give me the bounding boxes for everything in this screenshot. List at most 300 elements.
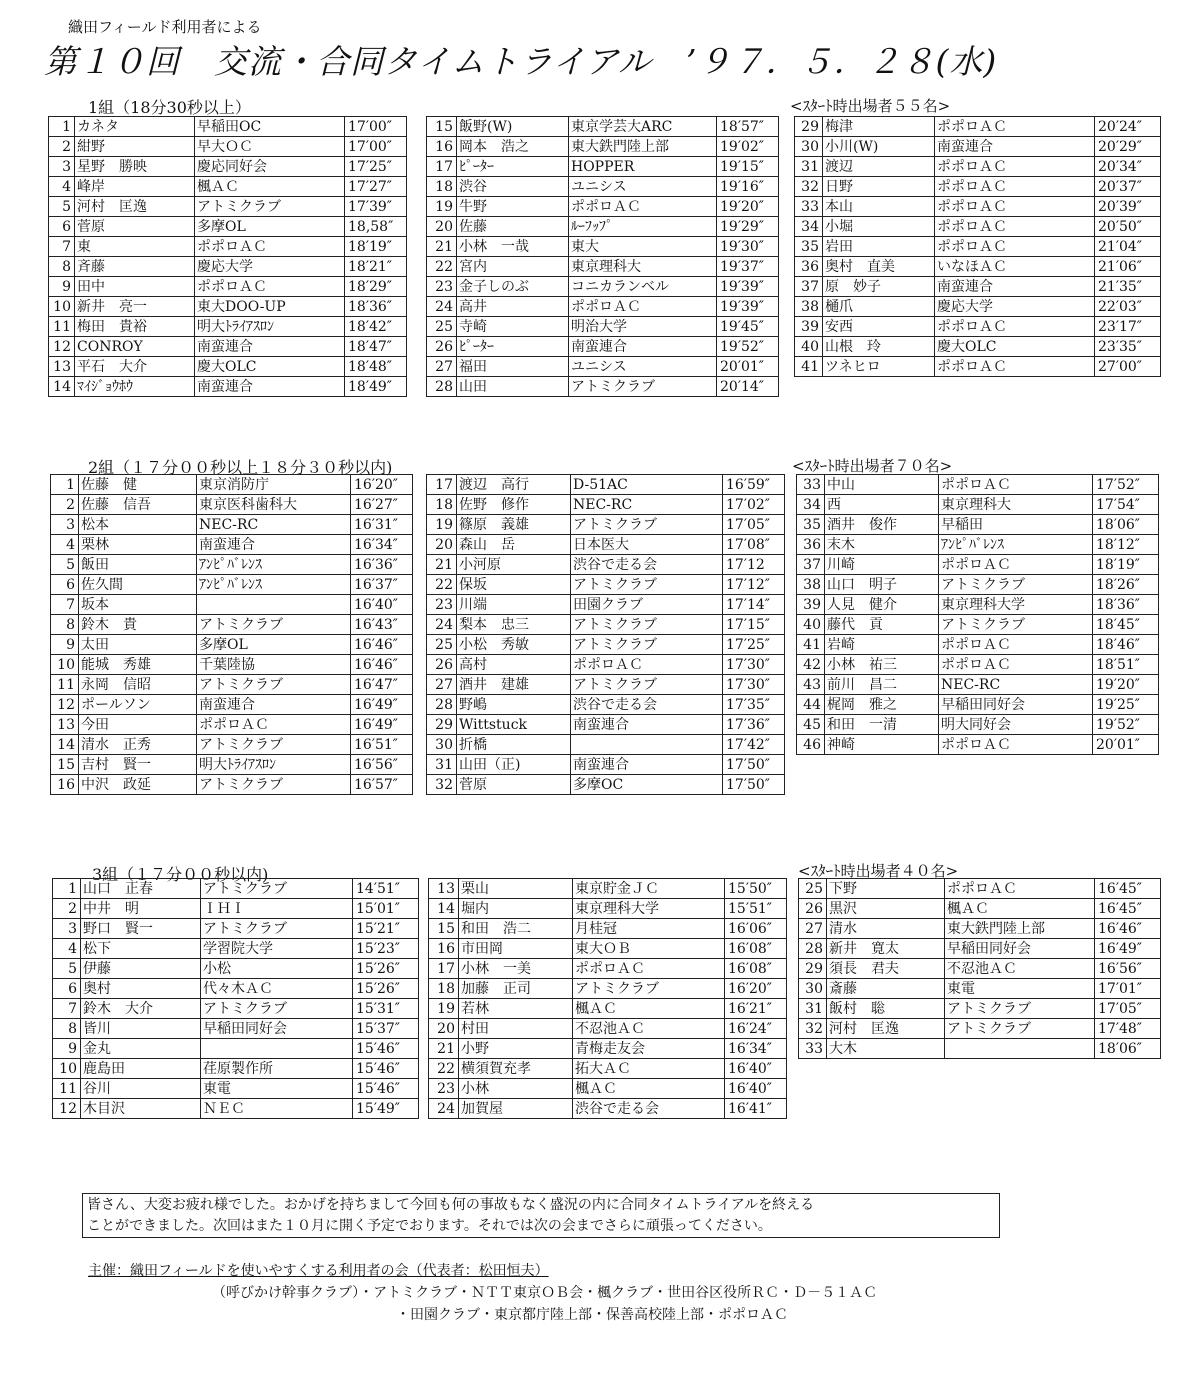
time-cell: 16′49″ [351,715,413,735]
club-cell: ポポロＡＣ [939,555,1093,575]
name-cell: 新井 寛太 [827,939,945,959]
rank-cell: 26 [799,899,827,919]
name-cell: 飯村 聡 [827,999,945,1019]
table-row [427,695,785,715]
club-cell: ポポロＡＣ [939,635,1093,655]
name-cell: 本山 [823,197,935,217]
rank-cell: 42 [797,655,825,675]
rank-cell: 25 [799,879,827,899]
club-cell: アトミクラブ [569,377,717,397]
name-cell: 山口 明子 [825,575,939,595]
club-cell: 明大ﾄﾗｲｱｽﾛﾝ [195,317,345,337]
time-cell: 21′06″ [1095,257,1161,277]
time-cell: 16′45″ [1095,879,1161,899]
time-cell: 19′20″ [717,197,779,217]
table-row [51,775,413,795]
name-cell: ﾋﾟｰﾀｰ [457,337,569,357]
name-cell: 梶岡 雅之 [825,695,939,715]
club-cell: 東京消防庁 [197,475,351,495]
time-cell: 17′05″ [723,515,785,535]
club-cell: 慶大OLC [935,337,1095,357]
time-cell: 15′01″ [353,899,419,919]
time-cell: 19′30″ [717,237,779,257]
time-cell: 20′39″ [1095,197,1161,217]
club-cell: 早稲田OC [195,117,345,137]
rank-cell: 18 [427,177,457,197]
rank-cell: 7 [53,999,81,1019]
club-cell: D-51AC [571,475,723,495]
club-cell: ｱﾝﾋﾟﾊﾞﾚﾝｽ [197,575,351,595]
time-cell: 16′56″ [1095,959,1161,979]
table-row [49,237,407,257]
name-cell: 栗山 [459,879,573,899]
time-cell: 15′46″ [353,1039,419,1059]
table-row [49,157,407,177]
rank-cell: 18 [429,979,459,999]
club-cell: 慶応同好会 [195,157,345,177]
club-cell: 東大DOO-UP [195,297,345,317]
club-cell: ポポロＡＣ [945,879,1095,899]
name-cell: 和田 浩二 [459,919,573,939]
table-row [427,177,779,197]
table-row [49,137,407,157]
table-row [53,1059,419,1079]
club-cell: 東京理科大学 [939,595,1093,615]
group2-table-3 [796,474,1159,755]
name-cell: 堀内 [459,899,573,919]
time-cell: 17′35″ [723,695,785,715]
rank-cell: 22 [427,575,457,595]
group1-label: 1組（18分30秒以上） [88,98,251,117]
time-cell: 17′54″ [1093,495,1159,515]
name-cell: 原 妙子 [823,277,935,297]
club-cell: 不忍池ＡＣ [573,1019,725,1039]
table-row [427,535,785,555]
club-cell: アトミクラブ [939,575,1093,595]
time-cell: 17′25″ [345,157,407,177]
rank-cell: 32 [799,1019,827,1039]
club-cell: アトミクラブ [573,979,725,999]
club-cell: 東電 [201,1079,353,1099]
time-cell: 17′30″ [723,675,785,695]
club-cell: 東京理科大 [569,257,717,277]
rank-cell: 13 [429,879,459,899]
table-row [53,1099,419,1119]
time-cell: 15′26″ [353,959,419,979]
rank-cell: 21 [427,555,457,575]
table-row [795,297,1161,317]
time-cell: 19′39″ [717,297,779,317]
club-cell: ユニシス [569,177,717,197]
table-row [51,615,413,635]
table-row [49,277,407,297]
time-cell: 18′46″ [1093,635,1159,655]
time-cell: 21′35″ [1095,277,1161,297]
time-cell: 19′39″ [717,277,779,297]
time-cell: 16′45″ [1095,899,1161,919]
table-row [53,959,419,979]
club-cell: 多摩OL [195,217,345,237]
club-cell: 月桂冠 [573,919,725,939]
rank-cell: 29 [795,117,823,137]
time-cell: 19′25″ [1093,695,1159,715]
rank-cell: 31 [795,157,823,177]
rank-cell: 19 [429,999,459,1019]
rank-cell: 20 [429,1019,459,1039]
table-row [427,117,779,137]
name-cell: 篠原 義雄 [457,515,571,535]
table-row [799,979,1161,999]
table-row [53,1019,419,1039]
rank-cell: 21 [427,237,457,257]
name-cell: 牛野 [457,197,569,217]
club-cell: 楓ＡＣ [573,1079,725,1099]
table-row [51,635,413,655]
name-cell: 渡辺 [823,157,935,177]
time-cell: 16′56″ [351,755,413,775]
club-cell: 明大ﾄﾗｲｱｽﾛﾝ [197,755,351,775]
rank-cell: 12 [49,337,75,357]
rank-cell: 34 [795,217,823,237]
club-cell: 早稲田同好会 [939,695,1093,715]
table-row [795,217,1161,237]
club-cell: HOPPER [569,157,717,177]
group3-table-2 [428,878,787,1119]
table-row [49,317,407,337]
name-cell: 斎藤 [827,979,945,999]
name-cell: 梨本 忠三 [457,615,571,635]
time-cell: 18′45″ [1093,615,1159,635]
time-cell: 17′00″ [345,137,407,157]
club-cell: アトミクラブ [201,879,353,899]
club-cell: 楓ＡＣ [195,177,345,197]
name-cell: 清水 正秀 [79,735,197,755]
time-cell: 22′03″ [1095,297,1161,317]
name-cell: 小林 一美 [459,959,573,979]
table-row [427,337,779,357]
rank-cell: 22 [427,257,457,277]
club-cell: 東京理科大学 [573,899,725,919]
club-cell: 日本医大 [571,535,723,555]
name-cell: 栗林 [79,535,197,555]
name-cell: 岡本 浩之 [457,137,569,157]
time-cell: 17′15″ [723,615,785,635]
rank-cell: 4 [49,177,75,197]
rank-cell: 45 [797,715,825,735]
club-cell: 学習院大学 [201,939,353,959]
club-cell: アトミクラブ [571,515,723,535]
club-cell: 不忍池ＡＣ [945,959,1095,979]
rank-cell: 10 [49,297,75,317]
time-cell: 19′29″ [717,217,779,237]
rank-cell: 18 [427,495,457,515]
club-cell: NEC-RC [939,675,1093,695]
time-cell: 18′19″ [1093,555,1159,575]
rank-cell: 15 [429,919,459,939]
club-cell: 楓ＡＣ [573,999,725,1019]
time-cell: 18′19″ [345,237,407,257]
rank-cell: 41 [797,635,825,655]
club-cell: NEC-RC [571,495,723,515]
rank-cell: 24 [429,1099,459,1119]
rank-cell: 10 [51,655,79,675]
name-cell: Wittstuck [457,715,571,735]
name-cell: 梅津 [823,117,935,137]
club-cell: 慶大OLC [195,357,345,377]
name-cell: 永岡 信昭 [79,675,197,695]
time-cell: 19′52″ [1093,715,1159,735]
time-cell: 17′08″ [723,535,785,555]
table-row [49,117,407,137]
name-cell: 山口 正春 [81,879,201,899]
club-cell: 明治大学 [569,317,717,337]
name-cell: 酒井 俊作 [825,515,939,535]
rank-cell: 30 [427,735,457,755]
name-cell: 峰岸 [75,177,195,197]
name-cell: 清水 [827,919,945,939]
rank-cell: 39 [797,595,825,615]
name-cell: 佐藤 信吾 [79,495,197,515]
rank-cell: 5 [49,197,75,217]
time-cell: 15′46″ [353,1059,419,1079]
table-row [427,197,779,217]
club-cell: ポポロＡＣ [935,117,1095,137]
club-cell: ポポロＡＣ [935,237,1095,257]
rank-cell: 17 [427,157,457,177]
name-cell: 若林 [459,999,573,1019]
table-row [53,919,419,939]
name-cell: 坂本 [79,595,197,615]
rank-cell: 16 [51,775,79,795]
time-cell: 17′52″ [1093,475,1159,495]
rank-cell: 23 [427,277,457,297]
club-cell: 多摩OC [571,775,723,795]
rank-cell: 28 [427,695,457,715]
rank-cell: 31 [427,755,457,775]
rank-cell: 32 [795,177,823,197]
table-row [797,615,1159,635]
rank-cell: 14 [429,899,459,919]
table-row [427,755,785,775]
club-cell: アトミクラブ [197,775,351,795]
time-cell: 18′21″ [345,257,407,277]
time-cell: 17′14″ [723,595,785,615]
rank-cell: 27 [427,357,457,377]
club-cell: 南蛮連合 [197,695,351,715]
time-cell: 16′49″ [1095,939,1161,959]
table-row [51,515,413,535]
time-cell: 16′37″ [351,575,413,595]
time-cell: 17′27″ [345,177,407,197]
table-row [797,535,1159,555]
table-row [797,675,1159,695]
club-cell: ＮＥＣ [201,1099,353,1119]
club-cell: 東大ＯＢ [573,939,725,959]
table-row [51,695,413,715]
club-cell: ポポロＡＣ [935,317,1095,337]
club-cell: アトミクラブ [197,675,351,695]
table-row [51,535,413,555]
rank-cell: 33 [797,475,825,495]
name-cell: 菅原 [75,217,195,237]
name-cell: 小林 祐三 [825,655,939,675]
club-cell: ポポロＡＣ [935,217,1095,237]
time-cell: 20′01″ [1093,735,1159,755]
rank-cell: 6 [53,979,81,999]
table-row [797,695,1159,715]
group3-caption: <ｽﾀｰﾄ時出場者４０名> [798,862,959,880]
club-cell: 南蛮連合 [571,755,723,775]
rank-cell: 40 [795,337,823,357]
time-cell: 23′35″ [1095,337,1161,357]
time-cell: 19′15″ [717,157,779,177]
table-row [429,879,787,899]
group3-label: 3組（１７分００秒以内) [92,865,269,884]
table-row [49,177,407,197]
time-cell: 16′46″ [351,635,413,655]
rank-cell: 11 [53,1079,81,1099]
club-cell: 早稲田 [939,515,1093,535]
group1-caption: <ｽﾀｰﾄ時出場者５５名> [790,97,951,115]
group2-table-2 [426,474,785,795]
table-row [799,959,1161,979]
time-cell: 16′51″ [351,735,413,755]
table-row [429,899,787,919]
time-cell: 20′50″ [1095,217,1161,237]
club-cell: 東京学芸大ARC [569,117,717,137]
time-cell: 16′20″ [351,475,413,495]
name-cell: 飯田 [79,555,197,575]
time-cell: 15′21″ [353,919,419,939]
rank-cell: 12 [53,1099,81,1119]
table-row [51,735,413,755]
club-cell: アトミクラブ [571,575,723,595]
rank-cell: 16 [429,939,459,959]
rank-cell: 10 [53,1059,81,1079]
time-cell: 16′40″ [351,595,413,615]
table-row [799,899,1161,919]
name-cell: 奥村 [81,979,201,999]
table-row [799,879,1161,899]
time-cell: 17′30″ [723,655,785,675]
rank-cell: 34 [797,495,825,515]
club-cell: 楓ＡＣ [945,899,1095,919]
table-row [795,337,1161,357]
name-cell: 山田 [457,377,569,397]
name-cell: 下野 [827,879,945,899]
name-cell: 皆川 [81,1019,201,1039]
rank-cell: 1 [49,117,75,137]
table-row [49,357,407,377]
name-cell: ﾋﾟｰﾀｰ [457,157,569,177]
name-cell: 小林 一哉 [457,237,569,257]
time-cell: 17′25″ [723,635,785,655]
rank-cell: 28 [427,377,457,397]
name-cell: 加賀屋 [459,1099,573,1119]
name-cell: カネタ [75,117,195,137]
rank-cell: 3 [53,919,81,939]
club-cell: 荏原製作所 [201,1059,353,1079]
name-cell: ツネヒロ [823,357,935,377]
name-cell: 寺崎 [457,317,569,337]
time-cell: 19′37″ [717,257,779,277]
table-row [427,595,785,615]
rank-cell: 40 [797,615,825,635]
name-cell: 河村 匡逸 [827,1019,945,1039]
rank-cell: 30 [799,979,827,999]
club-cell: アトミクラブ [945,999,1095,1019]
table-row [53,1039,419,1059]
table-row [429,999,787,1019]
time-cell: 17′48″ [1095,1019,1161,1039]
rank-cell: 17 [427,475,457,495]
club-cell: NEC-RC [197,515,351,535]
name-cell: 金丸 [81,1039,201,1059]
rank-cell: 14 [51,735,79,755]
club-cell: 南蛮連合 [195,337,345,357]
rank-cell: 11 [49,317,75,337]
table-row [795,137,1161,157]
name-cell: 末木 [825,535,939,555]
name-cell: 菅原 [457,775,571,795]
rank-cell: 38 [797,575,825,595]
table-row [427,217,779,237]
table-row [797,735,1159,755]
club-cell [197,595,351,615]
table-row [53,899,419,919]
table-row [429,939,787,959]
table-row [51,575,413,595]
name-cell: 金子しのぶ [457,277,569,297]
table-row [795,197,1161,217]
table-row [429,919,787,939]
rank-cell: 17 [429,959,459,979]
name-cell: 宮内 [457,257,569,277]
rank-cell: 22 [429,1059,459,1079]
time-cell: 16′08″ [725,959,787,979]
table-row [51,495,413,515]
name-cell: 小松 秀敏 [457,635,571,655]
time-cell: 18,58″ [345,217,407,237]
rank-cell: 13 [51,715,79,735]
rank-cell: 2 [51,495,79,515]
rank-cell: 43 [797,675,825,695]
club-cell: コニカランベル [569,277,717,297]
club-cell: ﾙｰﾌｯﾌﾟ [569,217,717,237]
table-row [51,555,413,575]
time-cell: 17′50″ [723,775,785,795]
rank-cell: 6 [51,575,79,595]
table-row [797,715,1159,735]
table-row [427,515,785,535]
table-row [51,655,413,675]
rank-cell: 38 [795,297,823,317]
table-row [795,237,1161,257]
club-cell: アトミクラブ [201,919,353,939]
rank-cell: 37 [797,555,825,575]
time-cell: 15′51″ [725,899,787,919]
club-cell: ポポロＡＣ [569,197,717,217]
pre-title: 織田フィールド利用者による [68,18,262,36]
name-cell: 酒井 建雄 [457,675,571,695]
name-cell: 河村 匡逸 [75,197,195,217]
table-row [797,475,1159,495]
club-cell: アトミクラブ [195,197,345,217]
time-cell: 17′42″ [723,735,785,755]
time-cell: 16′21″ [725,999,787,1019]
club-cell: 拓大ＡＣ [573,1059,725,1079]
rank-cell: 44 [797,695,825,715]
